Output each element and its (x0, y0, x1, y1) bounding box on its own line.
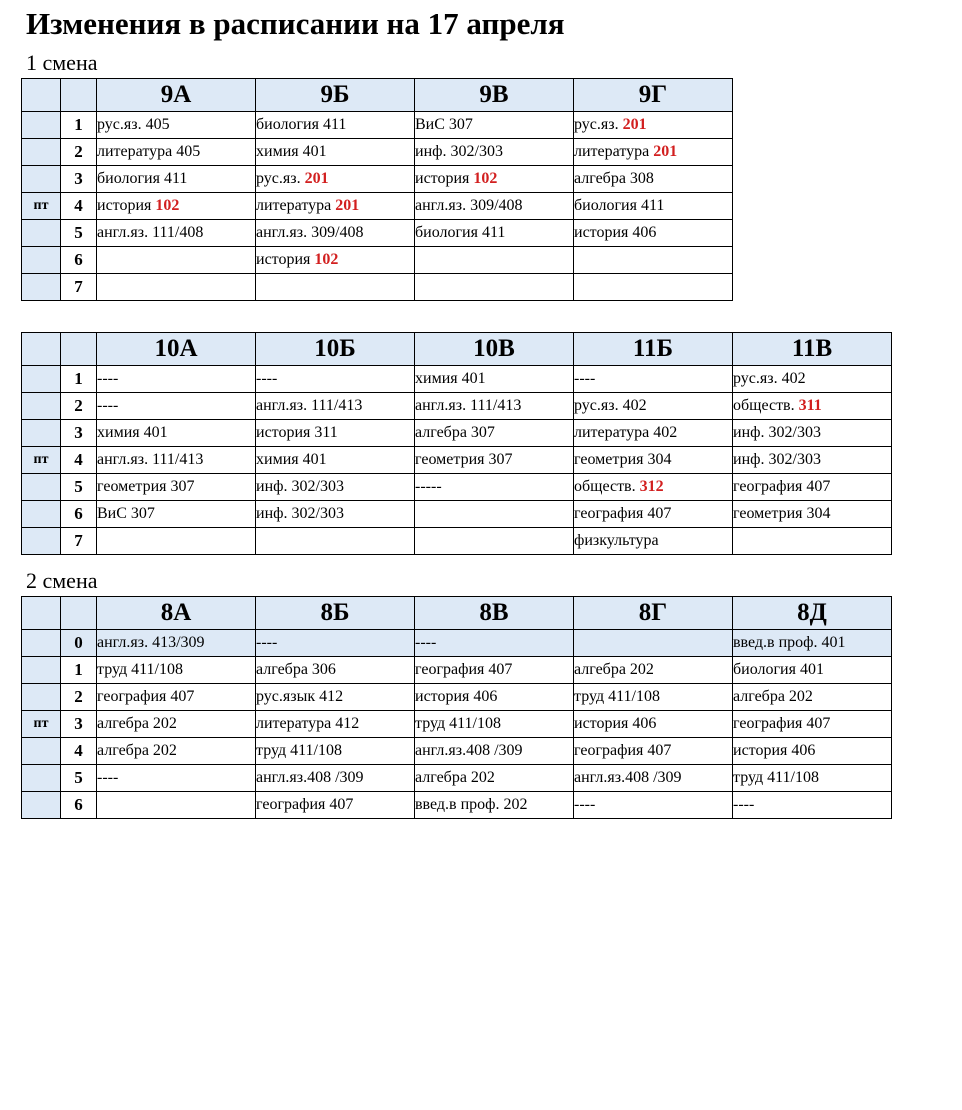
lesson-cell (97, 657, 256, 684)
lesson-cell (256, 393, 415, 420)
changed-room: 201 (653, 143, 678, 160)
lesson-subject: литература 412 (256, 715, 360, 732)
lesson-subject: ---- (97, 769, 119, 786)
day-cell (22, 474, 61, 501)
lesson-cell (415, 474, 574, 501)
lesson-subject: рус.яз. 402 (733, 370, 806, 387)
lesson-cell (574, 528, 733, 555)
lesson-subject: история 406 (415, 688, 498, 705)
lesson-subject: история (415, 170, 474, 187)
lesson-cell (733, 528, 892, 555)
lesson-subject: история 406 (574, 224, 657, 241)
lesson-cell (97, 139, 256, 166)
lesson-subject: литература 405 (97, 143, 201, 160)
lesson-cell (733, 738, 892, 765)
table-row (22, 630, 892, 657)
lesson-subject: ---- (733, 796, 755, 813)
table-row (22, 247, 733, 274)
lesson-number: 3 (61, 420, 97, 447)
lesson-cell (574, 630, 733, 657)
class-header: 11Б (574, 333, 733, 366)
lesson-cell (97, 166, 256, 193)
lesson-subject: ВиС 307 (97, 505, 155, 522)
lesson-cell (415, 247, 574, 274)
lesson-number: 3 (61, 711, 97, 738)
table-row (22, 139, 733, 166)
lesson-subject: англ.яз. 111/413 (256, 397, 363, 414)
lesson-cell (415, 657, 574, 684)
lesson-subject: введ.в проф. 401 (733, 634, 846, 651)
day-cell (22, 657, 61, 684)
lesson-subject: англ.яз. 111/413 (415, 397, 522, 414)
lesson-cell (415, 765, 574, 792)
lesson-subject: алгебра 202 (733, 688, 813, 705)
lesson-cell (97, 393, 256, 420)
lesson-cell (415, 738, 574, 765)
lesson-number: 4 (61, 447, 97, 474)
lesson-cell (415, 711, 574, 738)
lesson-subject: ---- (97, 397, 119, 414)
lesson-subject: биология 411 (256, 116, 347, 133)
shift-2-label: 2 смена (26, 568, 98, 593)
table-row (22, 193, 733, 220)
lesson-subject: рус.яз. 402 (574, 397, 647, 414)
lesson-number: 7 (61, 528, 97, 555)
lesson-cell (415, 501, 574, 528)
lesson-cell (256, 711, 415, 738)
lesson-cell (415, 393, 574, 420)
lesson-subject: ---- (256, 634, 278, 651)
lesson-cell (97, 447, 256, 474)
lesson-cell (733, 711, 892, 738)
header-corner (61, 333, 97, 366)
table-row (22, 792, 892, 819)
changed-room: 102 (314, 251, 339, 268)
lesson-cell (256, 220, 415, 247)
lesson-subject: алгебра 202 (97, 742, 177, 759)
lesson-number: 6 (61, 501, 97, 528)
lesson-subject: литература 402 (574, 424, 678, 441)
lesson-cell (574, 501, 733, 528)
lesson-subject: история (97, 197, 156, 214)
lesson-cell (574, 711, 733, 738)
lesson-cell (256, 684, 415, 711)
lesson-number: 2 (61, 393, 97, 420)
class-header: 9В (415, 79, 574, 112)
lesson-cell (256, 474, 415, 501)
table-row (22, 366, 892, 393)
day-cell (22, 501, 61, 528)
lesson-cell (256, 420, 415, 447)
lesson-cell (256, 139, 415, 166)
table-row (22, 274, 733, 301)
lesson-subject: алгебра 306 (256, 661, 336, 678)
lesson-number: 5 (61, 765, 97, 792)
lesson-cell (256, 765, 415, 792)
lesson-subject: рус.яз. (574, 116, 623, 133)
lesson-number: 1 (61, 366, 97, 393)
lesson-number: 0 (61, 630, 97, 657)
lesson-subject: история 406 (574, 715, 657, 732)
lesson-subject: труд 411/108 (256, 742, 342, 759)
changed-room: 201 (622, 116, 647, 133)
lesson-subject: геометрия 307 (97, 478, 195, 495)
lesson-cell (97, 501, 256, 528)
table-row (22, 166, 733, 193)
lesson-cell (574, 193, 733, 220)
lesson-subject: биология 411 (574, 197, 665, 214)
schedule-table-9 (21, 78, 733, 301)
lesson-cell (97, 684, 256, 711)
lesson-cell (733, 630, 892, 657)
lesson-subject: литература (256, 197, 336, 214)
lesson-subject: англ.яз. 309/408 (415, 197, 523, 214)
lesson-number: 2 (61, 139, 97, 166)
lesson-subject: география 407 (574, 742, 672, 759)
lesson-cell (574, 474, 733, 501)
lesson-cell (733, 657, 892, 684)
lesson-cell (733, 420, 892, 447)
lesson-cell (256, 792, 415, 819)
lesson-cell (415, 684, 574, 711)
day-cell (22, 738, 61, 765)
header-corner (22, 333, 61, 366)
lesson-cell (97, 792, 256, 819)
lesson-subject: труд 411/108 (97, 661, 183, 678)
lesson-cell (256, 738, 415, 765)
lesson-subject: алгебра 202 (574, 661, 654, 678)
class-header: 10А (97, 333, 256, 366)
lesson-cell (256, 193, 415, 220)
lesson-cell (574, 166, 733, 193)
lesson-cell (574, 112, 733, 139)
lesson-subject: рус.яз. (256, 170, 305, 187)
day-cell: пт (22, 711, 61, 738)
lesson-subject: география 407 (733, 715, 831, 732)
changed-room: 312 (639, 478, 664, 495)
lesson-subject: ---- (574, 370, 596, 387)
class-header: 10Б (256, 333, 415, 366)
lesson-number: 4 (61, 738, 97, 765)
lesson-subject: инф. 302/303 (733, 451, 821, 468)
lesson-cell (733, 501, 892, 528)
lesson-subject: ---- (256, 370, 278, 387)
header-row (22, 333, 892, 366)
lesson-cell (415, 366, 574, 393)
lesson-subject: рус.язык 412 (256, 688, 344, 705)
lesson-cell (97, 420, 256, 447)
class-header: 9А (97, 79, 256, 112)
lesson-subject: ВиС 307 (415, 116, 473, 133)
lesson-cell (97, 366, 256, 393)
lesson-cell (256, 528, 415, 555)
lesson-cell (415, 274, 574, 301)
day-cell (22, 420, 61, 447)
lesson-subject: обществ. (733, 397, 799, 414)
lesson-subject: география 407 (256, 796, 354, 813)
lesson-subject: биология 411 (415, 224, 506, 241)
table-row (22, 711, 892, 738)
changed-room: 102 (155, 197, 180, 214)
day-cell: пт (22, 447, 61, 474)
lesson-cell (256, 447, 415, 474)
class-header: 9Б (256, 79, 415, 112)
lesson-cell (733, 474, 892, 501)
lesson-cell (256, 247, 415, 274)
lesson-subject: биология 401 (733, 661, 824, 678)
lesson-subject: англ.яз.408 /309 (415, 742, 523, 759)
schedule-table-8 (21, 596, 892, 819)
header-corner (22, 597, 61, 630)
changed-room: 311 (798, 397, 822, 414)
day-cell (22, 247, 61, 274)
lesson-subject: физкультура (574, 532, 659, 549)
lesson-cell (97, 274, 256, 301)
lesson-cell (97, 112, 256, 139)
class-header: 8Б (256, 597, 415, 630)
lesson-cell (574, 247, 733, 274)
lesson-cell (574, 274, 733, 301)
class-header: 8Д (733, 597, 892, 630)
lesson-subject: ---- (97, 370, 119, 387)
lesson-cell (574, 447, 733, 474)
shift-1-label: 1 смена (26, 50, 98, 75)
lesson-cell (97, 630, 256, 657)
table-row (22, 684, 892, 711)
lesson-subject: биология 411 (97, 170, 188, 187)
day-cell (22, 166, 61, 193)
lesson-cell (97, 220, 256, 247)
lesson-number: 6 (61, 247, 97, 274)
lesson-cell (256, 630, 415, 657)
day-cell: пт (22, 193, 61, 220)
lesson-cell (574, 420, 733, 447)
lesson-cell (256, 657, 415, 684)
lesson-cell (574, 139, 733, 166)
day-cell (22, 274, 61, 301)
lesson-cell (256, 366, 415, 393)
table-row (22, 420, 892, 447)
lesson-subject: химия 401 (256, 451, 327, 468)
class-header: 8Г (574, 597, 733, 630)
changed-room: 201 (304, 170, 329, 187)
lesson-number: 6 (61, 792, 97, 819)
header-corner (61, 79, 97, 112)
lesson-cell (415, 630, 574, 657)
lesson-subject: обществ. (574, 478, 640, 495)
lesson-cell (574, 366, 733, 393)
table-row (22, 220, 733, 247)
lesson-cell (733, 447, 892, 474)
lesson-cell (97, 474, 256, 501)
lesson-subject: история 406 (733, 742, 816, 759)
lesson-number: 1 (61, 112, 97, 139)
lesson-cell (97, 738, 256, 765)
lesson-cell (733, 393, 892, 420)
lesson-subject: инф. 302/303 (256, 478, 344, 495)
lesson-cell (97, 528, 256, 555)
lesson-cell (574, 220, 733, 247)
lesson-number: 7 (61, 274, 97, 301)
lesson-subject: алгебра 202 (415, 769, 495, 786)
lesson-cell (415, 447, 574, 474)
table-row (22, 447, 892, 474)
class-header: 8А (97, 597, 256, 630)
lesson-cell (574, 393, 733, 420)
lesson-cell (415, 166, 574, 193)
lesson-subject: география 407 (415, 661, 513, 678)
lesson-subject: инф. 302/303 (415, 143, 503, 160)
lesson-subject: рус.яз. 405 (97, 116, 170, 133)
lesson-subject: геометрия 304 (574, 451, 672, 468)
lesson-cell (733, 792, 892, 819)
class-header: 8В (415, 597, 574, 630)
lesson-number: 3 (61, 166, 97, 193)
lesson-number: 4 (61, 193, 97, 220)
lesson-subject: география 407 (97, 688, 195, 705)
lesson-cell (733, 765, 892, 792)
lesson-subject: алгебра 308 (574, 170, 654, 187)
header-row (22, 79, 733, 112)
lesson-subject: труд 411/108 (574, 688, 660, 705)
changed-room: 102 (473, 170, 498, 187)
page-title: Изменения в расписании на 17 апреля (26, 6, 565, 41)
lesson-cell (574, 684, 733, 711)
lesson-cell (97, 193, 256, 220)
lesson-subject: введ.в проф. 202 (415, 796, 528, 813)
lesson-subject: инф. 302/303 (256, 505, 344, 522)
lesson-subject: химия 401 (97, 424, 168, 441)
lesson-subject: алгебра 307 (415, 424, 495, 441)
lesson-subject: геометрия 307 (415, 451, 513, 468)
lesson-subject: ---- (574, 796, 596, 813)
lesson-cell (574, 765, 733, 792)
day-cell (22, 684, 61, 711)
header-corner (22, 79, 61, 112)
table-row (22, 112, 733, 139)
lesson-number: 5 (61, 220, 97, 247)
lesson-cell (415, 420, 574, 447)
lesson-cell (97, 765, 256, 792)
class-header: 10В (415, 333, 574, 366)
lesson-cell (256, 274, 415, 301)
lesson-subject: алгебра 202 (97, 715, 177, 732)
table-row (22, 393, 892, 420)
lesson-cell (256, 112, 415, 139)
lesson-cell (415, 112, 574, 139)
lesson-subject: труд 411/108 (415, 715, 501, 732)
day-cell (22, 630, 61, 657)
lesson-subject: англ.яз.408 /309 (574, 769, 682, 786)
table-row (22, 501, 892, 528)
lesson-number: 1 (61, 657, 97, 684)
lesson-cell (733, 366, 892, 393)
day-cell (22, 393, 61, 420)
class-header: 11В (733, 333, 892, 366)
day-cell (22, 528, 61, 555)
lesson-number: 5 (61, 474, 97, 501)
lesson-cell (415, 220, 574, 247)
lesson-subject: химия 401 (415, 370, 486, 387)
lesson-subject: англ.яз. 309/408 (256, 224, 364, 241)
lesson-cell (415, 193, 574, 220)
lesson-subject: англ.яз. 111/413 (97, 451, 204, 468)
lesson-cell (574, 792, 733, 819)
lesson-subject: англ.яз. 413/309 (97, 634, 205, 651)
lesson-subject: история (256, 251, 315, 268)
lesson-cell (256, 166, 415, 193)
lesson-cell (574, 657, 733, 684)
lesson-subject: литература (574, 143, 654, 160)
lesson-subject: география 407 (574, 505, 672, 522)
day-cell (22, 792, 61, 819)
lesson-subject: геометрия 304 (733, 505, 831, 522)
class-header: 9Г (574, 79, 733, 112)
lesson-cell (733, 684, 892, 711)
lesson-subject: англ.яз. 111/408 (97, 224, 204, 241)
lesson-subject: химия 401 (256, 143, 327, 160)
lesson-cell (415, 792, 574, 819)
lesson-cell (256, 501, 415, 528)
lesson-cell (97, 711, 256, 738)
table-row (22, 738, 892, 765)
lesson-subject: география 407 (733, 478, 831, 495)
header-corner (61, 597, 97, 630)
lesson-subject: ----- (415, 478, 442, 495)
day-cell (22, 765, 61, 792)
lesson-subject: ---- (415, 634, 437, 651)
table-row (22, 765, 892, 792)
table-row (22, 657, 892, 684)
table-row (22, 528, 892, 555)
day-cell (22, 112, 61, 139)
lesson-subject: история 311 (256, 424, 338, 441)
lesson-number: 2 (61, 684, 97, 711)
table-row (22, 474, 892, 501)
schedule-table-10-11 (21, 332, 892, 555)
lesson-cell (415, 139, 574, 166)
header-row (22, 597, 892, 630)
lesson-cell (574, 738, 733, 765)
lesson-cell (97, 247, 256, 274)
lesson-subject: инф. 302/303 (733, 424, 821, 441)
lesson-subject: англ.яз.408 /309 (256, 769, 364, 786)
day-cell (22, 139, 61, 166)
lesson-cell (415, 528, 574, 555)
day-cell (22, 366, 61, 393)
lesson-subject: труд 411/108 (733, 769, 819, 786)
day-cell (22, 220, 61, 247)
changed-room: 201 (335, 197, 360, 214)
